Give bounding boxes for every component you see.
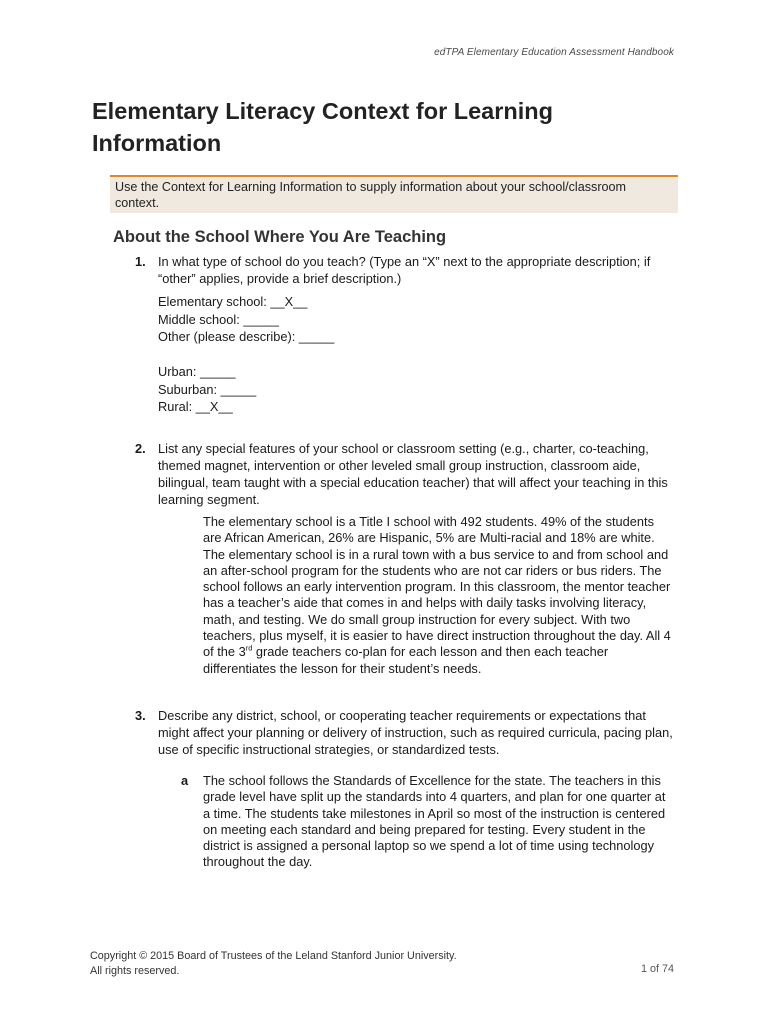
question-text: List any special features of your school or classroom setting (e.g., charter, co-teaching, themed magnet, intervention or other leveled small group instruction, classroom aide, bilingual, team taught with a special education teacher) that will affect your teaching in this learning segment. — [158, 441, 668, 507]
copyright-line: Copyright © 2015 Board of Trustees of the Leland Stanford Junior University. — [90, 950, 457, 962]
question-number: 1. — [135, 254, 146, 269]
instruction-box: Use the Context for Learning Information to supply information about your school/classroom context. — [110, 175, 678, 213]
option-urban: Urban: _____ — [158, 364, 236, 379]
question-text: Describe any district, school, or cooperating teacher requirements or expectations that might affect your planning or delivery of instruction, such as required curricula, pacing plan, use of specific instructional strategies, or standardized tests. — [158, 708, 673, 757]
option-rural: Rural: __X__ — [158, 399, 233, 414]
location-options — [158, 363, 256, 416]
question-1 — [135, 253, 675, 287]
footer-copyright — [90, 949, 457, 979]
question-3-response-a — [181, 773, 675, 871]
page-title: Elementary Literacy Context for Learning Information — [92, 98, 553, 156]
question-2-response — [203, 514, 673, 677]
page-number: 1 of 74 — [640, 963, 674, 975]
response-text: The elementary school is a Title I school with 492 students. 49% of the students are African American, 26% are Hispanic, 5% are Multi-racial and 18% are white. The elementary school is in a rural town with a bus service to and from school and an after-school program for the students who are not car riders or bus riders. The school follows an early intervention program. In this classroom, the mentor teacher has a teacher’s aide that comes in and helps with daily tasks involving literacy, math, and testing. We do small group instruction for every subject. With two teachers, plus myself, it is easier to have direct instruction throughout the day. All 4 of the 3 — [203, 514, 671, 660]
running-header: edTPA Elementary Education Assessment Handbook — [434, 47, 674, 58]
question-3 — [135, 707, 675, 758]
question-2 — [135, 440, 675, 508]
question-text: In what type of school do you teach? (Type an “X” next to the appropriate description; if “other” applies, provide a brief description.) — [158, 254, 651, 286]
ordinal-suffix: rd — [245, 644, 253, 654]
question-number: 2. — [135, 441, 146, 456]
option-elementary: Elementary school: __X__ — [158, 294, 308, 309]
option-middle: Middle school: _____ — [158, 311, 279, 327]
option-suburban: Suburban: _____ — [158, 381, 257, 397]
response-text: The school follows the Standards of Excellence for the state. The teachers in this grade level have split up the standards into 4 quarters, and plan for one quarter at a time. The students take milestones in April so most of the instruction is centered on meeting each standard and being prepared for testing. Every student in the district is assigned a personal laptop so we spend a lot of time using technology throughout the day. — [203, 773, 666, 870]
rights-line: All rights reserved. — [90, 965, 180, 977]
option-other: Other (please describe): _____ — [158, 329, 335, 344]
school-type-options — [158, 293, 334, 346]
response-text-continued: grade teachers co-plan for each lesson and then each teacher differentiates the lesson for their student’s needs. — [203, 644, 609, 676]
section-heading: About the School Where You Are Teaching — [113, 228, 447, 246]
sub-letter: a — [181, 773, 189, 788]
question-number: 3. — [135, 708, 146, 723]
